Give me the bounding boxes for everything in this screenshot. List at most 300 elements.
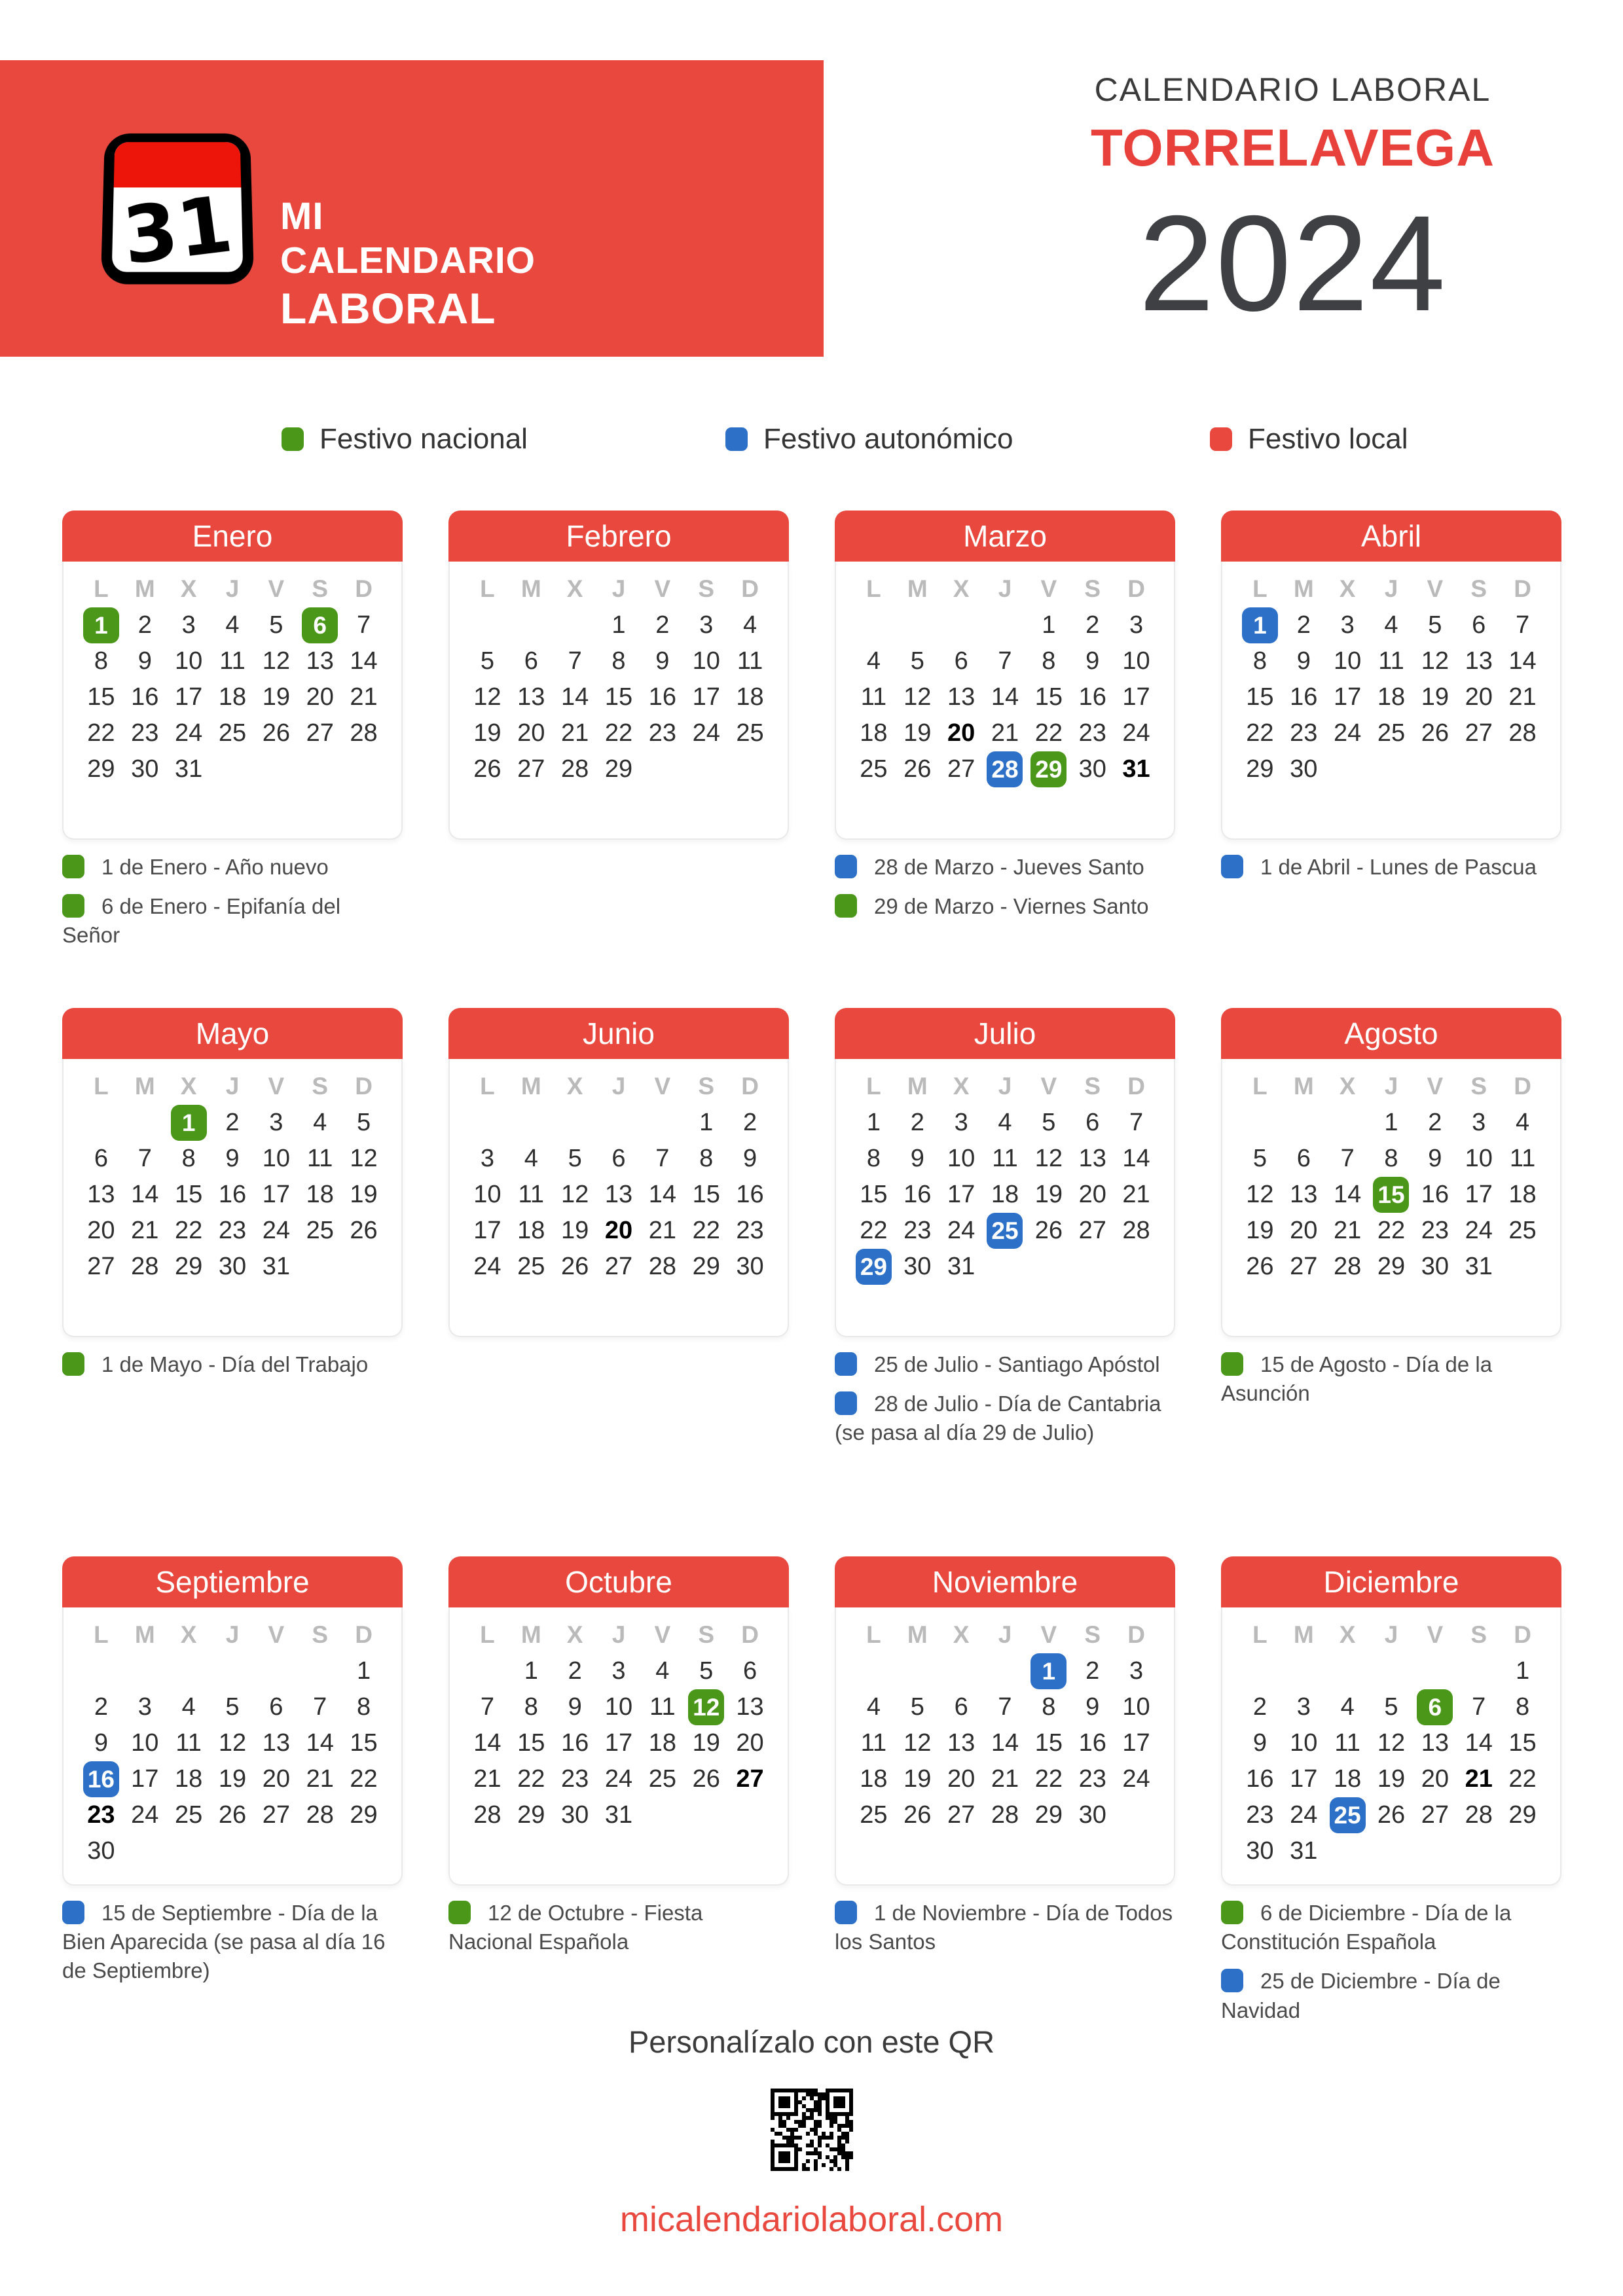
day-cell: 19 xyxy=(560,1217,589,1244)
weekday-label: X xyxy=(953,1073,970,1100)
day-cell: 17 xyxy=(1465,1181,1493,1208)
day-cell: 4 xyxy=(313,1109,327,1136)
day-cell: 15 xyxy=(1034,1729,1063,1757)
day-cell xyxy=(167,1833,211,1869)
month-octubre xyxy=(448,1556,789,1967)
day-cell: 12 xyxy=(560,1181,589,1208)
day-cell: 27 xyxy=(517,755,545,783)
month-row-2 xyxy=(62,1008,1561,1458)
day-cell: 9 xyxy=(568,1693,582,1721)
holiday-day-national: 1 xyxy=(83,607,119,643)
day-cell: 26 xyxy=(218,1801,247,1829)
day-cell: 9 xyxy=(910,1145,924,1172)
day-cell xyxy=(684,1689,728,1725)
day-cell: 15 xyxy=(1246,683,1274,711)
month-title: Marzo xyxy=(835,511,1175,562)
day-cell: 13 xyxy=(517,683,545,711)
holiday-day-national: 1 xyxy=(171,1105,207,1141)
weekday-label: V xyxy=(1427,1073,1444,1100)
day-cell: 11 xyxy=(649,1693,676,1721)
day-cell: 22 xyxy=(87,719,115,747)
day-cell: 4 xyxy=(998,1109,1012,1136)
holiday-note: 12 de Octubre - Fiesta Nacional Española xyxy=(448,1901,703,1954)
weekday-label: V xyxy=(654,1073,671,1100)
day-cell: 8 xyxy=(1515,1693,1530,1721)
day-cell xyxy=(1326,751,1370,787)
weekday-label: M xyxy=(134,1621,155,1648)
day-cell: 10 xyxy=(947,1145,976,1172)
day-cell: 5 xyxy=(910,1693,924,1721)
day-cell: 7 xyxy=(480,1693,494,1721)
day-cell: 14 xyxy=(991,1729,1019,1757)
day-cell xyxy=(342,751,386,787)
holiday-note: 1 de Mayo - Día del Trabajo xyxy=(62,1350,403,1379)
day-cell: 18 xyxy=(517,1217,545,1244)
day-cell: 22 xyxy=(174,1217,203,1244)
day-cell: 11 xyxy=(1509,1145,1536,1172)
month-febrero xyxy=(448,511,789,853)
day-cell: 12 xyxy=(218,1729,247,1757)
day-cell: 11 xyxy=(737,647,763,675)
day-cell: 8 xyxy=(1042,1693,1056,1721)
calendar-icon-number: 31 xyxy=(119,179,238,283)
month-notes xyxy=(448,1899,789,1956)
day-cell: 10 xyxy=(131,1729,159,1757)
day-cell: 21 xyxy=(560,719,589,747)
website-link[interactable]: micalendariolaboral.com xyxy=(619,2200,1004,2239)
day-cell xyxy=(1413,751,1457,787)
day-cell xyxy=(1501,751,1544,787)
month-title: Octubre xyxy=(448,1556,789,1607)
day-cell: 12 xyxy=(903,1729,932,1757)
day-cell: 20 xyxy=(87,1217,115,1244)
weekday-label: V xyxy=(268,575,285,602)
weekday-label: X xyxy=(953,1621,970,1648)
day-cell: 6 xyxy=(524,647,538,675)
day-cell xyxy=(983,1653,1027,1689)
brand-line-calendario: CALENDARIO xyxy=(280,240,536,282)
day-cell: 2 xyxy=(742,1109,757,1136)
day-cell xyxy=(1027,1249,1070,1285)
qr-caption: Personalízalo con este QR xyxy=(628,2024,995,2059)
day-cell: 25 xyxy=(218,719,247,747)
day-cell: 10 xyxy=(473,1181,501,1208)
day-cell: 25 xyxy=(1377,719,1406,747)
day-cell: 4 xyxy=(181,1693,196,1721)
day-cell: 22 xyxy=(692,1217,720,1244)
day-cell: 26 xyxy=(1034,1217,1063,1244)
weekday-label: V xyxy=(1040,575,1057,602)
day-cell xyxy=(509,1105,553,1141)
day-cell xyxy=(983,607,1027,643)
day-cell: 23 xyxy=(1246,1801,1274,1829)
month-notes xyxy=(1221,1899,1561,2025)
title-block xyxy=(962,71,1623,342)
day-cell: 4 xyxy=(225,611,240,639)
day-cell: 3 xyxy=(954,1109,968,1136)
legend-swatch-autonomico xyxy=(725,427,748,451)
weekday-label: L xyxy=(480,575,495,602)
day-cell xyxy=(1114,1249,1158,1285)
weekday-label: L xyxy=(94,1621,109,1648)
day-cell: 5 xyxy=(1042,1109,1056,1136)
day-cell: 10 xyxy=(174,647,203,675)
holiday-note: 28 de Julio - Día de Cantabria (se pasa al día 29 de Julio) xyxy=(835,1391,1161,1445)
month-title: Noviembre xyxy=(835,1556,1175,1607)
holiday-note: 15 de Septiembre - Día de la Bien Aparecida (se pasa al día 16 de Septiembre) xyxy=(62,1901,386,1983)
month-notes xyxy=(1221,1350,1561,1408)
day-cell: 11 xyxy=(175,1729,202,1757)
weekday-label: V xyxy=(1427,1621,1444,1648)
day-cell xyxy=(254,1833,298,1869)
day-cell: 24 xyxy=(604,1765,633,1793)
note-swatch-national xyxy=(1221,1901,1243,1924)
day-cell: 26 xyxy=(560,1253,589,1280)
month-grid xyxy=(835,1059,1175,1337)
day-cell: 10 xyxy=(1122,647,1150,675)
day-cell: 29 xyxy=(1508,1801,1537,1829)
day-cell: 11 xyxy=(306,1145,333,1172)
weekday-label: L xyxy=(866,1073,881,1100)
note-swatch-national xyxy=(62,894,84,918)
day-cell: 16 xyxy=(1246,1765,1274,1793)
day-cell: 3 xyxy=(1129,611,1144,639)
day-cell: 31 xyxy=(604,1801,633,1829)
day-cell xyxy=(597,1105,641,1141)
day-cell: 10 xyxy=(692,647,720,675)
weekday-label: X xyxy=(566,1621,583,1648)
month-notes xyxy=(62,853,403,950)
day-cell xyxy=(640,1797,684,1833)
day-cell: 15 xyxy=(1034,683,1063,711)
day-cell: 18 xyxy=(860,1765,888,1793)
day-cell: 29 xyxy=(604,755,633,783)
note-swatch-national xyxy=(448,1901,471,1924)
day-cell: 25 xyxy=(1508,1217,1537,1244)
weekday-label: L xyxy=(866,1621,881,1648)
holiday-note: 6 de Diciembre - Día de la Constitución Española xyxy=(1221,1901,1512,1954)
month-grid xyxy=(835,1607,1175,1886)
day-cell: 28 xyxy=(350,719,378,747)
month-grid xyxy=(835,562,1175,840)
day-cell: 13 xyxy=(1078,1145,1106,1172)
day-cell: 27 xyxy=(736,1765,764,1793)
day-cell: 6 xyxy=(954,1693,968,1721)
day-cell: 5 xyxy=(568,1145,582,1172)
day-cell xyxy=(167,1653,211,1689)
day-cell: 13 xyxy=(736,1693,764,1721)
day-cell: 16 xyxy=(903,1181,932,1208)
day-cell: 14 xyxy=(1508,647,1537,675)
day-cell: 17 xyxy=(174,683,203,711)
day-cell: 6 xyxy=(1085,1109,1100,1136)
day-cell: 18 xyxy=(1377,683,1406,711)
day-cell: 17 xyxy=(262,1181,290,1208)
day-cell: 17 xyxy=(1290,1765,1318,1793)
day-cell: 29 xyxy=(350,1801,378,1829)
day-cell: 30 xyxy=(1078,755,1106,783)
month-grid xyxy=(62,562,403,840)
day-cell: 3 xyxy=(480,1145,494,1172)
day-cell: 29 xyxy=(517,1801,545,1829)
day-cell: 11 xyxy=(860,1729,887,1757)
day-cell: 15 xyxy=(1508,1729,1537,1757)
day-cell xyxy=(1413,1833,1457,1869)
day-cell: 11 xyxy=(219,647,246,675)
day-cell: 7 xyxy=(1340,1145,1355,1172)
brand-line-laboral: LABORAL xyxy=(280,283,496,332)
month-grid xyxy=(1221,1059,1561,1337)
day-cell: 25 xyxy=(648,1765,676,1793)
holiday-day-autonomico: 28 xyxy=(987,751,1023,787)
day-cell: 14 xyxy=(306,1729,334,1757)
day-cell: 19 xyxy=(473,719,501,747)
day-cell: 12 xyxy=(1246,1181,1274,1208)
day-cell: 7 xyxy=(1472,1693,1486,1721)
day-cell: 19 xyxy=(1246,1217,1274,1244)
day-cell: 15 xyxy=(604,683,633,711)
day-cell: 20 xyxy=(604,1217,633,1244)
day-cell: 4 xyxy=(655,1657,670,1685)
day-cell: 3 xyxy=(1296,1693,1311,1721)
note-swatch-autonomico xyxy=(1221,855,1243,878)
day-cell: 21 xyxy=(306,1765,334,1793)
weekday-label: V xyxy=(268,1621,285,1648)
day-cell: 14 xyxy=(473,1729,501,1757)
day-cell: 14 xyxy=(131,1181,159,1208)
day-cell xyxy=(939,1653,983,1689)
day-cell xyxy=(465,1653,509,1689)
day-cell: 3 xyxy=(1340,611,1355,639)
day-cell xyxy=(123,1105,167,1141)
day-cell: 25 xyxy=(860,755,888,783)
day-cell: 3 xyxy=(137,1693,152,1721)
month-agosto xyxy=(1221,1008,1561,1418)
weekday-label: S xyxy=(312,1621,329,1648)
weekday-label: M xyxy=(520,575,541,602)
day-cell: 6 xyxy=(94,1145,108,1172)
day-cell: 3 xyxy=(1472,1109,1486,1136)
legend-item-autonomico xyxy=(725,423,1013,456)
day-cell xyxy=(983,1213,1027,1249)
holiday-note: 25 de Diciembre - Día de Navidad xyxy=(1221,1969,1501,2022)
weekday-label: L xyxy=(866,575,881,602)
day-cell: 29 xyxy=(1034,1801,1063,1829)
day-cell: 1 xyxy=(1384,1109,1398,1136)
day-cell xyxy=(1027,751,1070,787)
day-cell: 16 xyxy=(648,683,676,711)
day-cell: 20 xyxy=(262,1765,290,1793)
day-cell: 14 xyxy=(560,683,589,711)
day-cell xyxy=(728,751,772,787)
month-junio xyxy=(448,1008,789,1350)
day-cell: 4 xyxy=(742,611,757,639)
day-cell: 17 xyxy=(473,1217,501,1244)
day-cell: 13 xyxy=(1421,1729,1449,1757)
day-cell: 8 xyxy=(611,647,626,675)
day-cell: 25 xyxy=(736,719,764,747)
day-cell: 22 xyxy=(350,1765,378,1793)
month-notes xyxy=(62,1350,403,1379)
month-enero xyxy=(62,511,403,961)
weekday-label: V xyxy=(654,1621,671,1648)
day-cell xyxy=(852,607,896,643)
day-cell: 31 xyxy=(1290,1837,1318,1865)
day-cell: 15 xyxy=(517,1729,545,1757)
month-row-1 xyxy=(62,511,1561,961)
legend-item-national xyxy=(282,423,528,456)
day-cell: 22 xyxy=(517,1765,545,1793)
day-cell xyxy=(1370,1833,1413,1869)
month-septiembre xyxy=(62,1556,403,1996)
day-cell: 12 xyxy=(1377,1729,1406,1757)
day-cell: 4 xyxy=(866,1693,881,1721)
day-cell xyxy=(123,1653,167,1689)
day-cell: 7 xyxy=(655,1145,670,1172)
day-cell: 29 xyxy=(1377,1253,1406,1280)
day-cell: 31 xyxy=(262,1253,290,1280)
day-cell: 4 xyxy=(866,647,881,675)
day-cell: 20 xyxy=(306,683,334,711)
day-cell: 28 xyxy=(648,1253,676,1280)
weekday-label: J xyxy=(1384,575,1398,602)
day-cell: 5 xyxy=(225,1693,240,1721)
month-title: Diciembre xyxy=(1221,1556,1561,1607)
weekday-label: S xyxy=(698,1621,715,1648)
weekday-label: S xyxy=(698,1073,715,1100)
holiday-note: 29 de Marzo - Viernes Santo xyxy=(835,892,1175,921)
day-cell xyxy=(852,1653,896,1689)
day-cell xyxy=(852,1249,896,1285)
day-cell: 4 xyxy=(1384,611,1398,639)
note-swatch-national xyxy=(62,1352,84,1376)
day-cell: 21 xyxy=(991,719,1019,747)
day-cell xyxy=(1326,1833,1370,1869)
month-title: Septiembre xyxy=(62,1556,403,1607)
note-swatch-autonomico xyxy=(835,1352,857,1376)
day-cell: 17 xyxy=(604,1729,633,1757)
day-cell: 7 xyxy=(137,1145,152,1172)
day-cell: 22 xyxy=(1034,719,1063,747)
holiday-note: 28 de Marzo - Jueves Santo xyxy=(835,853,1175,882)
day-cell: 13 xyxy=(87,1181,115,1208)
day-cell: 30 xyxy=(218,1253,247,1280)
day-cell: 8 xyxy=(866,1145,881,1172)
day-cell xyxy=(1070,1249,1114,1285)
day-cell: 9 xyxy=(1428,1145,1442,1172)
day-cell: 5 xyxy=(1428,611,1442,639)
day-cell: 13 xyxy=(1465,647,1493,675)
day-cell: 10 xyxy=(1290,1729,1318,1757)
day-cell: 3 xyxy=(269,1109,283,1136)
weekday-label: D xyxy=(741,1621,759,1648)
weekday-label: S xyxy=(698,575,715,602)
day-cell: 14 xyxy=(350,647,378,675)
month-notes xyxy=(1221,853,1561,882)
day-cell: 12 xyxy=(1034,1145,1063,1172)
month-title: Febrero xyxy=(448,511,789,562)
day-cell xyxy=(1326,1105,1370,1141)
day-cell: 30 xyxy=(1246,1837,1274,1865)
month-title: Agosto xyxy=(1221,1008,1561,1059)
day-cell: 22 xyxy=(1508,1765,1537,1793)
day-cell: 2 xyxy=(910,1109,924,1136)
day-cell: 7 xyxy=(998,1693,1012,1721)
day-cell: 28 xyxy=(473,1801,501,1829)
legend-item-local xyxy=(1210,423,1408,456)
day-cell: 4 xyxy=(1340,1693,1355,1721)
month-row-3 xyxy=(62,1556,1561,2036)
day-cell: 2 xyxy=(94,1693,108,1721)
month-notes xyxy=(62,1899,403,1986)
weekday-label: X xyxy=(566,575,583,602)
month-notes xyxy=(835,1350,1175,1448)
day-cell: 15 xyxy=(860,1181,888,1208)
day-cell: 7 xyxy=(1515,611,1530,639)
day-cell: 24 xyxy=(1290,1801,1318,1829)
day-cell: 27 xyxy=(1290,1253,1318,1280)
day-cell: 19 xyxy=(1034,1181,1063,1208)
day-cell: 11 xyxy=(1378,647,1404,675)
weekday-label: J xyxy=(998,1073,1012,1100)
day-cell: 24 xyxy=(1122,719,1150,747)
weekday-label: L xyxy=(480,1621,495,1648)
weekday-label: D xyxy=(1514,575,1531,602)
day-cell: 4 xyxy=(524,1145,538,1172)
day-cell xyxy=(553,607,597,643)
day-cell: 27 xyxy=(604,1253,633,1280)
day-cell xyxy=(640,751,684,787)
day-cell: 24 xyxy=(1122,1765,1150,1793)
day-cell: 26 xyxy=(350,1217,378,1244)
day-cell: 24 xyxy=(1333,719,1362,747)
weekday-label: X xyxy=(180,1621,197,1648)
day-cell: 1 xyxy=(866,1109,881,1136)
day-cell xyxy=(298,751,342,787)
day-cell: 13 xyxy=(947,1729,976,1757)
day-cell: 16 xyxy=(1078,1729,1106,1757)
day-cell: 23 xyxy=(648,719,676,747)
weekday-label: X xyxy=(566,1073,583,1100)
day-cell: 21 xyxy=(648,1217,676,1244)
weekday-label: M xyxy=(520,1621,541,1648)
weekday-label: D xyxy=(355,575,373,602)
day-cell: 19 xyxy=(903,1765,932,1793)
day-cell xyxy=(254,1653,298,1689)
day-cell: 1 xyxy=(1042,611,1056,639)
holiday-note: 6 de Enero - Epifanía del Señor xyxy=(62,894,341,948)
holiday-day-autonomico: 25 xyxy=(1330,1797,1366,1833)
month-grid xyxy=(1221,1607,1561,1886)
day-cell: 18 xyxy=(860,719,888,747)
day-cell: 1 xyxy=(1515,1657,1530,1685)
day-cell: 6 xyxy=(1296,1145,1311,1172)
day-cell: 22 xyxy=(860,1217,888,1244)
day-cell: 8 xyxy=(524,1693,538,1721)
weekday-label: J xyxy=(225,1621,240,1648)
day-cell: 12 xyxy=(473,683,501,711)
day-cell: 22 xyxy=(1377,1217,1406,1244)
weekday-label: X xyxy=(1339,1621,1356,1648)
day-cell: 25 xyxy=(860,1801,888,1829)
day-cell: 16 xyxy=(560,1729,589,1757)
day-cell: 26 xyxy=(1246,1253,1274,1280)
day-cell: 21 xyxy=(131,1217,159,1244)
weekday-label: X xyxy=(1339,575,1356,602)
day-cell xyxy=(1457,751,1501,787)
weekday-label: V xyxy=(268,1073,285,1100)
day-cell: 20 xyxy=(1421,1765,1449,1793)
